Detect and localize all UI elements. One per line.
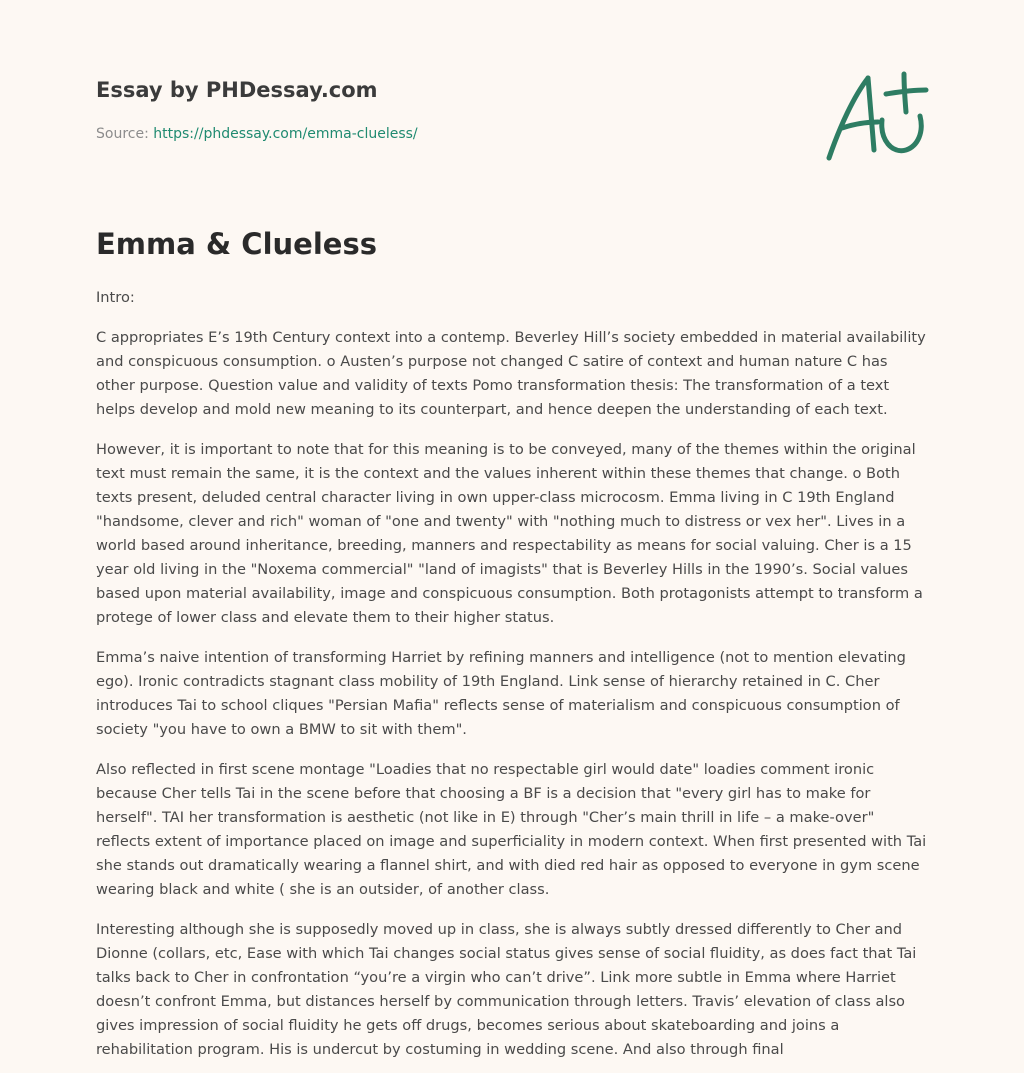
paragraph: Interesting although she is supposedly moved up in class, she is always subtly dressed differently to Cher and Dionne (collars, etc, Ease with which Tai changes social status gives sense of social fluidity, as does fact that Tai talks back to Cher in confrontation “you’re a virgin who can’t drive”. Link more subtle in Emma where Harriet doesn’t confront Emma, but distances herself by communication through letters. Travis’ elevation of class also gives impression of social fluidity he gets off drugs, becomes serious about skateboarding and joins a rehabilitation program. His is undercut by costuming in wedding scene. And also through final [96, 921, 917, 1058]
paragraph: Emma’s naive intention of transforming Harriet by refining manners and intelligence (not to mention elevating ego). Ironic contradicts stagnant class mobility of 19th England. Link sense of hierarchy retained in C. Cher introduces Tai to school cliques "Persian Mafia" reflects sense of materialism and conspicuous consumption of society "you have to own a BMW to sit with them". [96, 649, 906, 738]
paragraph: However, it is important to note that for this meaning is to be conveyed, many of the themes within the original text must remain the same, it is the context and the values inherent within these themes that change. o Both texts present, deluded central character living in own upper-class microcosm. Emma living in C 19th England "handsome, clever and rich" woman of "one and twenty" with "nothing much to distress or vex her". Lives in a world based around inheritance, breeding, manners and respectability as means for social valuing. Cher is a 15 year old living in the "Noxema commercial" "land of imagists" that is Beverley Hills in the 1990’s. Social values based upon material availability, image and conspicuous consumption. Both protagonists attempt to transform a protege of lower class and elevate them to their higher status. [96, 441, 923, 626]
source-link[interactable]: https://phdessay.com/emma-clueless/ [153, 126, 418, 142]
source-line [96, 124, 796, 144]
essay-title: Emma & Clueless [96, 227, 377, 261]
page-header [96, 76, 796, 144]
paragraph: Also reflected in first scene montage "Loadies that no respectable girl would date" loadies comment ironic because Cher tells Tai in the scene before that choosing a BF is a decision that "every girl has to make for herself". TAI her transformation is aesthetic (not like in E) through "Cher’s main thrill in life – a make-over" reflects extent of importance placed on image and superficiality in modern context. When first presented with Tai she stands out dramatically wearing a flannel shirt, and with died red hair as opposed to everyone in gym scene wearing black and white ( she is an outsider, of another class. [96, 761, 927, 898]
source-label: Source: [96, 126, 154, 142]
essay-body [96, 286, 930, 1073]
site-brand: Essay by PHDessay.com [96, 78, 378, 102]
a-plus-icon [820, 66, 930, 166]
paragraph: Intro: [96, 289, 135, 306]
paragraph: C appropriates E’s 19th Century context into a contemp. Beverley Hill’s society embedded in material availability and conspicuous consumption. o Austen’s purpose not changed C satire of context and human nature C has other purpose. Question value and validity of texts Pomo transformation thesis: The transformation of a text helps develop and mold new meaning to its counterpart, and hence deepen the understanding of each text. [96, 329, 926, 418]
